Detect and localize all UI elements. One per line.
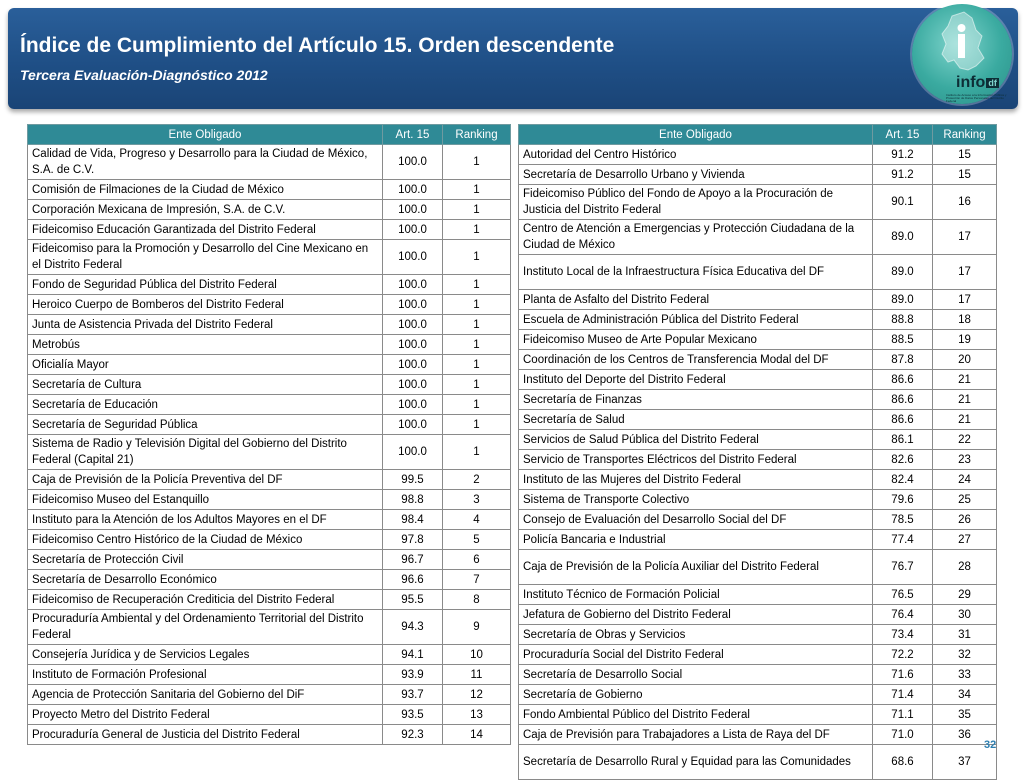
cell-ente: Secretaría de Salud [519,410,873,430]
cell-ente: Servicios de Salud Pública del Distrito Federal [519,430,873,450]
cell-ente: Fondo Ambiental Público del Distrito Federal [519,705,873,725]
cell-art15: 89.0 [873,220,933,255]
cell-ranking: 34 [933,685,997,705]
cell-ente: Instituto Local de la Infraestructura Física Educativa del DF [519,255,873,290]
table-row [28,590,511,610]
cell-art15: 100.0 [383,435,443,470]
cell-ranking: 7 [443,570,511,590]
cell-ranking: 12 [443,685,511,705]
cell-art15: 76.5 [873,585,933,605]
cell-ente: Caja de Previsión de la Policía Auxiliar del Distrito Federal [519,550,873,585]
table-row [28,665,511,685]
cell-ranking: 1 [443,180,511,200]
cell-art15: 68.6 [873,745,933,780]
table-row [519,370,997,390]
page-subtitle: Tercera Evaluación-Diagnóstico 2012 [20,67,268,83]
cell-ranking: 15 [933,145,997,165]
table-row [28,375,511,395]
cell-art15: 100.0 [383,375,443,395]
cell-ranking: 1 [443,355,511,375]
cell-ranking: 1 [443,295,511,315]
table-row [519,510,997,530]
cell-ranking: 32 [933,645,997,665]
table-row [28,470,511,490]
cell-art15: 100.0 [383,295,443,315]
column-header-ranking: Ranking [443,125,511,145]
table-row [28,355,511,375]
cell-ente: Caja de Previsión para Trabajadores a Lista de Raya del DF [519,725,873,745]
cell-ente: Fideicomiso para la Promoción y Desarrollo del Cine Mexicano en el Distrito Federal [28,240,383,275]
cell-art15: 71.4 [873,685,933,705]
cell-ente: Agencia de Protección Sanitaria del Gobierno del DiF [28,685,383,705]
cell-ranking: 25 [933,490,997,510]
table-row [28,415,511,435]
cell-art15: 87.8 [873,350,933,370]
cell-art15: 100.0 [383,220,443,240]
table-row [28,510,511,530]
cell-ente: Fideicomiso Museo de Arte Popular Mexicano [519,330,873,350]
cell-art15: 93.7 [383,685,443,705]
cell-art15: 78.5 [873,510,933,530]
cell-ranking: 26 [933,510,997,530]
cell-ente: Fideicomiso Público del Fondo de Apoyo a la Procuración de Justicia del Distrito Federal [519,185,873,220]
cell-ranking: 30 [933,605,997,625]
table-row [519,725,997,745]
cell-ente: Oficialía Mayor [28,355,383,375]
cell-ranking: 1 [443,240,511,275]
cell-ranking: 35 [933,705,997,725]
cell-ranking: 1 [443,435,511,470]
cell-ranking: 1 [443,335,511,355]
cell-ente: Secretaría de Obras y Servicios [519,625,873,645]
table-row [519,410,997,430]
cell-art15: 96.6 [383,570,443,590]
table-row [28,725,511,745]
column-header-art15: Art. 15 [873,125,933,145]
cell-ente: Fondo de Seguridad Pública del Distrito Federal [28,275,383,295]
cell-art15: 100.0 [383,180,443,200]
cell-ranking: 17 [933,220,997,255]
cell-ente: Instituto del Deporte del Distrito Federal [519,370,873,390]
cell-ente: Secretaría de Desarrollo Rural y Equidad para las Comunidades [519,745,873,780]
table-row [28,550,511,570]
cell-art15: 100.0 [383,415,443,435]
table-row [519,430,997,450]
table-row [28,335,511,355]
cell-ente: Coordinación de los Centros de Transferencia Modal del DF [519,350,873,370]
cell-art15: 82.4 [873,470,933,490]
cell-art15: 71.1 [873,705,933,725]
cell-ranking: 21 [933,410,997,430]
cell-art15: 92.3 [383,725,443,745]
ranking-table-right [518,124,997,780]
cell-art15: 88.8 [873,310,933,330]
cell-art15: 76.7 [873,550,933,585]
cell-art15: 98.4 [383,510,443,530]
table-row [28,530,511,550]
cell-ranking: 17 [933,290,997,310]
cell-art15: 72.2 [873,645,933,665]
cell-ente: Secretaría de Cultura [28,375,383,395]
cell-ente: Instituto para la Atención de los Adultos Mayores en el DF [28,510,383,530]
cell-art15: 77.4 [873,530,933,550]
table-row [28,685,511,705]
column-header-ranking: Ranking [933,125,997,145]
cell-ente: Fideicomiso Museo del Estanquillo [28,490,383,510]
cell-art15: 82.6 [873,450,933,470]
cell-ente: Caja de Previsión de la Policía Preventiva del DF [28,470,383,490]
cell-art15: 100.0 [383,395,443,415]
cell-ente: Sistema de Transporte Colectivo [519,490,873,510]
cell-ranking: 21 [933,370,997,390]
cell-art15: 98.8 [383,490,443,510]
cell-ente: Secretaría de Educación [28,395,383,415]
cell-art15: 100.0 [383,275,443,295]
cell-ranking: 5 [443,530,511,550]
cell-ranking: 17 [933,255,997,290]
cell-ente: Secretaría de Desarrollo Social [519,665,873,685]
cell-ranking: 4 [443,510,511,530]
cell-ente: Secretaría de Finanzas [519,390,873,410]
cell-ente: Proyecto Metro del Distrito Federal [28,705,383,725]
cell-ranking: 1 [443,315,511,335]
table-row [28,570,511,590]
cell-ranking: 36 [933,725,997,745]
cell-ente: Comisión de Filmaciones de la Ciudad de México [28,180,383,200]
table-row [519,470,997,490]
table-row [28,610,511,645]
cell-ranking: 21 [933,390,997,410]
table-row [28,315,511,335]
cell-ente: Secretaría de Gobierno [519,685,873,705]
cell-ranking: 1 [443,415,511,435]
page-title: Índice de Cumplimiento del Artículo 15. Orden descendente [20,34,615,57]
cell-art15: 94.1 [383,645,443,665]
cell-ente: Corporación Mexicana de Impresión, S.A. de C.V. [28,200,383,220]
cell-ranking: 14 [443,725,511,745]
cell-ente: Autoridad del Centro Histórico [519,145,873,165]
table-row [519,255,997,290]
logo-wordmark: info df [956,74,997,91]
ranking-table-left [27,124,511,745]
cell-ente: Instituto Técnico de Formación Policial [519,585,873,605]
cell-ente: Metrobús [28,335,383,355]
cell-art15: 100.0 [383,200,443,220]
cell-art15: 76.4 [873,605,933,625]
cell-art15: 71.6 [873,665,933,685]
cell-ranking: 1 [443,145,511,180]
cell-ranking: 1 [443,220,511,240]
table-row [28,145,511,180]
table-row [519,605,997,625]
table-row [28,435,511,470]
cell-art15: 73.4 [873,625,933,645]
cell-ente: Secretaría de Protección Civil [28,550,383,570]
cell-art15: 79.6 [873,490,933,510]
table-row [519,390,997,410]
cell-ente: Fideicomiso de Recuperación Crediticia del Distrito Federal [28,590,383,610]
cell-art15: 93.5 [383,705,443,725]
cell-ente: Heroico Cuerpo de Bomberos del Distrito Federal [28,295,383,315]
cell-art15: 96.7 [383,550,443,570]
cell-ranking: 28 [933,550,997,585]
cell-art15: 100.0 [383,145,443,180]
cell-ente: Procuraduría Social del Distrito Federal [519,645,873,665]
cell-art15: 90.1 [873,185,933,220]
cell-ranking: 13 [443,705,511,725]
cell-ente: Junta de Asistencia Privada del Distrito Federal [28,315,383,335]
cell-art15: 93.9 [383,665,443,685]
cell-ente: Instituto de las Mujeres del Distrito Federal [519,470,873,490]
cell-ranking: 10 [443,645,511,665]
table-row [28,240,511,275]
cell-ranking: 11 [443,665,511,685]
cell-art15: 91.2 [873,145,933,165]
cell-ranking: 18 [933,310,997,330]
cell-ente: Consejería Jurídica y de Servicios Legales [28,645,383,665]
infodf-logo [912,4,1012,104]
cell-ranking: 29 [933,585,997,605]
cell-ranking: 1 [443,200,511,220]
table-row [519,490,997,510]
table-row [28,295,511,315]
cell-art15: 71.0 [873,725,933,745]
cell-ranking: 24 [933,470,997,490]
cell-ranking: 31 [933,625,997,645]
table-row [28,395,511,415]
cell-ranking: 33 [933,665,997,685]
cell-ente: Policía Bancaria e Industrial [519,530,873,550]
table-row [28,220,511,240]
cell-ranking: 9 [443,610,511,645]
table-row [28,490,511,510]
table-row [519,585,997,605]
cell-ranking: 16 [933,185,997,220]
cell-ranking: 22 [933,430,997,450]
table-row [519,450,997,470]
table-row [519,310,997,330]
cell-ranking: 1 [443,395,511,415]
cell-ranking: 2 [443,470,511,490]
cell-ranking: 19 [933,330,997,350]
table-row [519,185,997,220]
cell-ranking: 27 [933,530,997,550]
cell-ranking: 1 [443,375,511,395]
cell-ente: Fideicomiso Educación Garantizada del Distrito Federal [28,220,383,240]
cell-art15: 86.6 [873,390,933,410]
cell-ranking: 20 [933,350,997,370]
cell-ranking: 1 [443,275,511,295]
cell-ente: Escuela de Administración Pública del Distrito Federal [519,310,873,330]
column-header-ente: Ente Obligado [519,125,873,145]
cell-ente: Sistema de Radio y Televisión Digital del Gobierno del Distrito Federal (Capital 21) [28,435,383,470]
cell-art15: 100.0 [383,240,443,275]
title-banner [8,8,1018,109]
table-row [28,645,511,665]
cell-art15: 86.6 [873,370,933,390]
cell-art15: 95.5 [383,590,443,610]
table-row [519,550,997,585]
cell-ranking: 15 [933,165,997,185]
cell-ranking: 23 [933,450,997,470]
cell-art15: 86.6 [873,410,933,430]
cell-art15: 100.0 [383,355,443,375]
table-row [519,645,997,665]
cell-art15: 100.0 [383,335,443,355]
cell-ente: Planta de Asfalto del Distrito Federal [519,290,873,310]
cell-ranking: 3 [443,490,511,510]
cell-art15: 100.0 [383,315,443,335]
cell-art15: 88.5 [873,330,933,350]
cell-ente: Procuraduría General de Justicia del Distrito Federal [28,725,383,745]
page-number: 32 [984,739,997,751]
cell-ente: Procuraduría Ambiental y del Ordenamiento Territorial del Distrito Federal [28,610,383,645]
cell-art15: 89.0 [873,290,933,310]
column-header-ente: Ente Obligado [28,125,383,145]
table-row [519,745,997,780]
table-row [519,350,997,370]
cell-ente: Secretaría de Desarrollo Económico [28,570,383,590]
cell-ente: Calidad de Vida, Progreso y Desarrollo para la Ciudad de México, S.A. de C.V. [28,145,383,180]
cell-ente: Secretaría de Desarrollo Urbano y Vivienda [519,165,873,185]
cell-art15: 89.0 [873,255,933,290]
cell-art15: 86.1 [873,430,933,450]
table-row [28,180,511,200]
cell-ente: Centro de Atención a Emergencias y Protección Ciudadana de la Ciudad de México [519,220,873,255]
table-row [28,200,511,220]
table-row [28,275,511,295]
cell-ranking: 37 [933,745,997,780]
cell-ente: Consejo de Evaluación del Desarrollo Social del DF [519,510,873,530]
column-header-art15: Art. 15 [383,125,443,145]
table-row [519,685,997,705]
table-row [519,220,997,255]
logo-caption: Instituto de Acceso a la Información Pública y Protección de Datos Personales del Distrito Federal [946,93,1007,103]
cell-ente: Instituto de Formación Profesional [28,665,383,685]
table-row [519,145,997,165]
cell-ente: Secretaría de Seguridad Pública [28,415,383,435]
cell-ente: Fideicomiso Centro Histórico de la Ciudad de México [28,530,383,550]
table-row [519,290,997,310]
table-row [519,330,997,350]
table-row [519,530,997,550]
cell-art15: 99.5 [383,470,443,490]
cell-ente: Jefatura de Gobierno del Distrito Federal [519,605,873,625]
cell-ente: Servicio de Transportes Eléctricos del Distrito Federal [519,450,873,470]
cell-ranking: 8 [443,590,511,610]
cell-ranking: 6 [443,550,511,570]
table-row [519,705,997,725]
cell-art15: 91.2 [873,165,933,185]
table-row [519,165,997,185]
table-row [519,665,997,685]
table-row [519,625,997,645]
cell-art15: 94.3 [383,610,443,645]
cell-art15: 97.8 [383,530,443,550]
table-row [28,705,511,725]
